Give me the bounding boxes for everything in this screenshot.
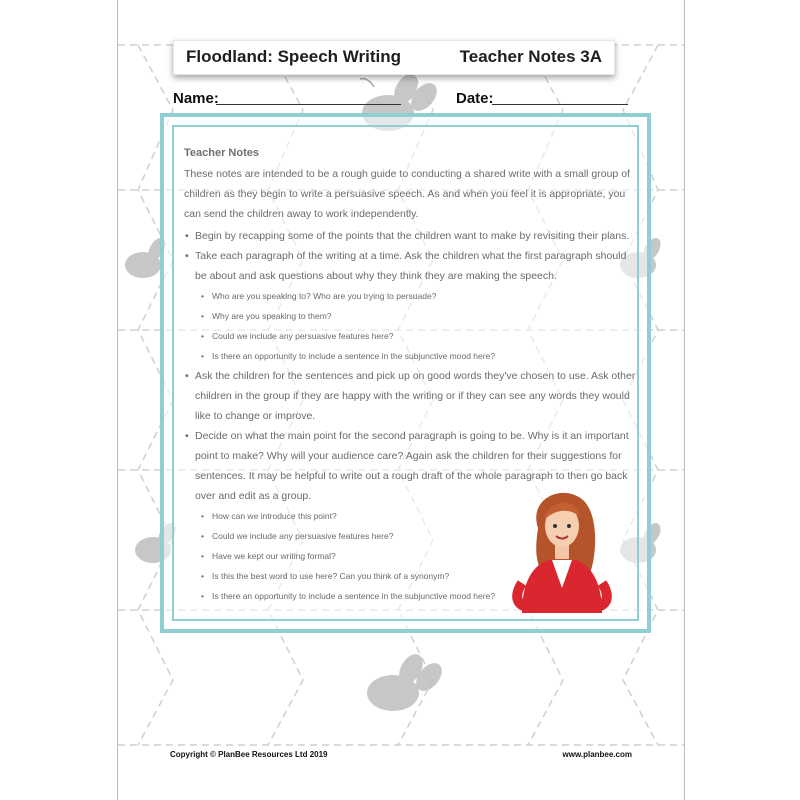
title-bar <box>173 40 615 75</box>
sub-list-item: • Why are you speaking to them? <box>184 306 636 326</box>
sub-list-item: • Could we include any persuasive features here? <box>184 326 636 346</box>
sub-list-item: • Have we kept our writing formal? <box>184 546 636 566</box>
list-item: • Ask the children for the sentences and pick up on good words they've chosen to use. Ask other children in the group if they are happy with the writing or if they can see any words they would like to change or improve. <box>184 366 636 426</box>
teacher-illustration <box>508 488 618 613</box>
notes-label: Teacher Notes 3A <box>459 47 602 66</box>
sub-list-item: • Could we include any persuasive features here? <box>184 526 636 546</box>
notes-heading: Teacher Notes <box>184 147 259 159</box>
sub-list-item: • How can we introduce this point? <box>184 506 636 526</box>
list-item: • Decide on what the main point for the second paragraph is going to be. Why is it an important point to make? Why will your audience care? Again ask the children for their suggestions for sentences. It may be helpful to write out a rough draft of the whole paragraph to then go back over and edit as a group. <box>184 426 636 506</box>
worksheet-title: Floodland: Speech Writing <box>186 47 402 66</box>
sub-list-item: • Who are you speaking to? Who are you trying to persuade? <box>184 286 636 306</box>
sub-list-item: • Is this the best word to use here? Can you think of a synonym? <box>184 566 636 586</box>
list-item: • Begin by recapping some of the points that the children want to make by revisiting their plans. <box>184 226 636 246</box>
list-item: • Take each paragraph of the writing at a time. Ask the children what the first paragraph should be about and ask questions about why they think they are making the speech. <box>184 246 636 286</box>
worksheet-page <box>117 0 685 800</box>
sub-list-item: • Is there an opportunity to include a sentence in the subjunctive mood here? <box>184 586 636 606</box>
notes-intro: These notes are intended to be a rough guide to conducting a shared write with a small group of children as they begin to write a persuasive speech. As and when you feel it is appropriate, you can send the children away to work independently. <box>184 168 630 220</box>
name-field[interactable] <box>216 104 401 105</box>
date-field[interactable] <box>492 104 628 105</box>
sub-list-item: • Is there an opportunity to include a sentence in the subjunctive mood here? <box>184 346 636 366</box>
copyright-text: Copyright © PlanBee Resources Ltd 2019 <box>170 750 328 759</box>
bee-icon <box>367 650 447 711</box>
date-label: Date: <box>456 90 494 107</box>
name-label: Name: <box>173 90 219 107</box>
website-link[interactable]: www.planbee.com <box>562 750 632 759</box>
